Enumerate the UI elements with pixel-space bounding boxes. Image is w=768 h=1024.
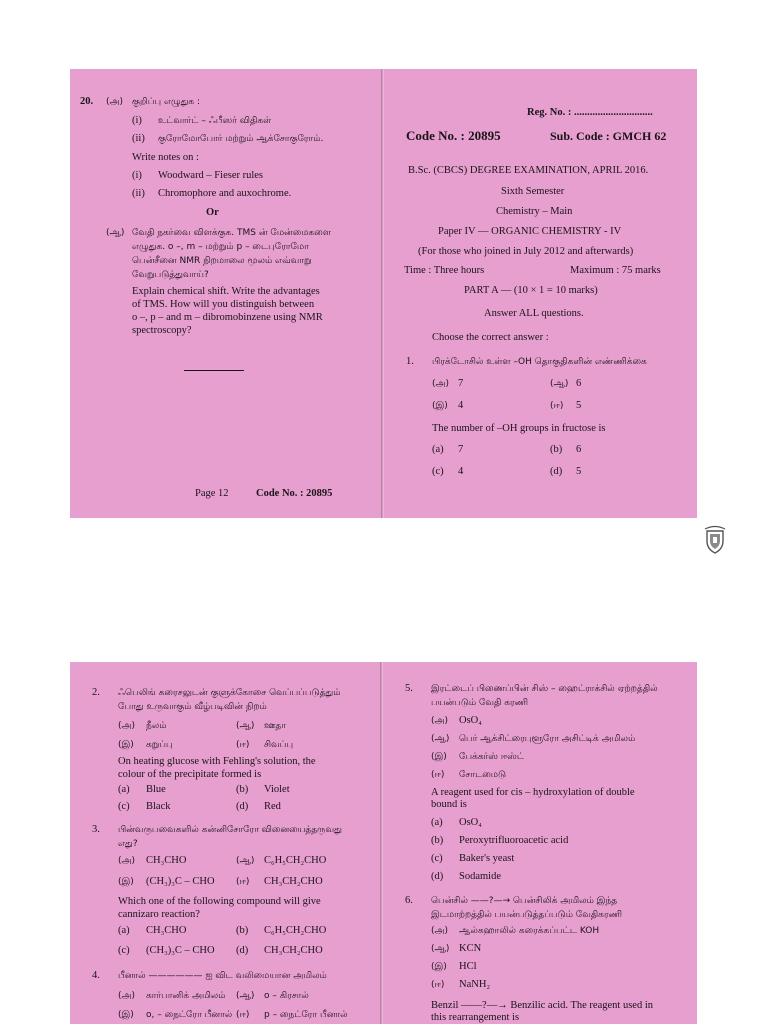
question-text-tamil: வேறுபடுத்துவாய்? <box>132 270 209 280</box>
option-label: (ஈ) <box>236 1010 250 1020</box>
option-value: CH₃CH₂CHO <box>264 876 323 887</box>
reg-no-field: Reg. No. : .............................. <box>527 107 653 118</box>
option-value: OsO₄ <box>459 817 482 828</box>
option-label: (ஆ) <box>550 379 569 389</box>
option-label: (அ) <box>118 856 136 866</box>
instruction: Choose the correct answer : <box>432 332 549 343</box>
sub-text-tamil: உட்வார்ட் – ஃபீஸர் விதிகள் <box>158 116 272 126</box>
option-label: (a) <box>118 784 130 795</box>
option-value: பேக்கர்ஸ் ஈஸ்ட் <box>459 752 525 762</box>
question-number: 1. <box>406 356 414 367</box>
instruction: Answer ALL questions. <box>484 308 584 319</box>
sub-label: (i) <box>132 170 142 181</box>
time-allowed: Time : Three hours <box>404 265 485 276</box>
or-separator: Or <box>206 207 219 218</box>
option-value: 4 <box>458 466 464 477</box>
option-value: C₆H₅CH₂CHO <box>264 925 327 936</box>
exam-sheet-bottom <box>70 662 697 1024</box>
question-text-english: Write notes on : <box>132 152 199 163</box>
option-value: Red <box>264 801 281 812</box>
option-label: (ஆ) <box>431 944 450 954</box>
question-text-tamil: வேதி நகர்வை விளக்குக. TMS ன் மேன்மைகளை <box>132 228 331 238</box>
option-label: (c) <box>118 801 130 812</box>
option-label: (ஈ) <box>236 877 250 887</box>
option-label: (அ) <box>118 991 136 1001</box>
option-label: (ஆ) <box>236 991 255 1001</box>
page-3-column <box>383 662 697 1024</box>
paper-title: Paper IV — ORGANIC CHEMISTRY - IV <box>438 226 622 237</box>
option-label: (அ) <box>431 716 449 726</box>
option-label: (b) <box>236 784 249 795</box>
end-rule <box>184 370 244 371</box>
option-label: (அ) <box>431 926 449 936</box>
sub-label: (ii) <box>132 188 145 199</box>
option-label: (அ) <box>432 379 450 389</box>
question-text-tamil: பிரக்டோசில் உள்ள –OH தொகுதிகளின் எண்ணிக்கை <box>432 357 647 367</box>
option-value: 5 <box>576 400 582 411</box>
question-text-tamil: எது? <box>118 839 138 849</box>
question-text-english: A reagent used for cis – hydroxylation of double <box>431 787 635 798</box>
part-heading: PART A — (10 × 1 = 10 marks) <box>464 285 598 296</box>
subject-code: Sub. Code : GMCH 62 <box>550 129 667 143</box>
question-text-english: of TMS. How will you distinguish between <box>132 299 315 310</box>
question-text-english: Benzil ——?—→ Benzilic acid. The reagent used in <box>431 1000 653 1011</box>
option-label: (a) <box>118 925 130 936</box>
option-label: (d) <box>431 871 444 882</box>
option-value: கார்பானிக் அமிலம் <box>146 991 226 1001</box>
option-value: CH₃CH₂CHO <box>264 945 323 956</box>
option-label: (b) <box>431 835 444 846</box>
option-label: (ஈ) <box>431 770 445 780</box>
option-value: o – கிரசால் <box>264 991 309 1001</box>
option-label: (இ) <box>118 740 134 750</box>
option-value: (CH₃)₃C – CHO <box>146 945 215 956</box>
question-text-english: this rearrangement is <box>431 1012 520 1023</box>
option-value: ஆல்கஹாலில் கரைக்கப்பட்ட KOH <box>459 926 600 936</box>
option-label: (c) <box>118 945 130 956</box>
option-label: (b) <box>550 444 563 455</box>
option-value: CH₃CHO <box>146 925 187 936</box>
option-value: Black <box>146 801 171 812</box>
option-value: சிவப்பு <box>264 740 294 750</box>
option-value: Violet <box>264 784 290 795</box>
option-value: ஊதா <box>264 721 286 731</box>
option-label: (a) <box>431 817 443 828</box>
option-value: 4 <box>458 400 464 411</box>
question-text-tamil: பின்வருபவைகளில் கன்னிசோரோ வினையைத்தருவது <box>118 825 342 835</box>
option-value: C₆H₅CH₂CHO <box>264 855 327 866</box>
question-text-tamil: போது உருவாகும் வீழ்படிவின் நிறம் <box>118 702 267 712</box>
option-label: (ஆ) <box>236 856 255 866</box>
option-label: (b) <box>236 925 249 936</box>
question-text-tamil: எழுதுக. o –, m – மற்றும் p – டைபுரோமோ <box>132 242 309 252</box>
question-text-tamil: பயன்படும் வேதி கரணி <box>431 698 529 708</box>
option-label: (இ) <box>118 877 134 887</box>
question-number: 20. <box>80 96 94 107</box>
option-label: (ஆ) <box>106 228 125 238</box>
option-label: (இ) <box>432 401 448 411</box>
option-label: (ஈ) <box>236 740 250 750</box>
option-label: (d) <box>236 801 249 812</box>
option-value: Sodamide <box>459 871 501 882</box>
option-value: கறுப்பு <box>146 740 173 750</box>
question-text-english: On heating glucose with Fehling's solution, the <box>118 756 316 767</box>
sub-text-tamil: குரோமோபோர் மற்றும் ஆக்சோகுரோம். <box>158 134 324 144</box>
option-label: (d) <box>236 945 249 956</box>
question-text-tamil: பீனால் —————— ஐ விட வலிமையான அமிலம் <box>118 971 327 981</box>
code-number: Code No. : 20895 <box>406 128 501 143</box>
question-text-english: cannizaro reaction? <box>118 909 200 920</box>
option-label: (இ) <box>431 962 447 972</box>
option-label: (a) <box>432 444 444 455</box>
question-number: 6. <box>405 895 413 906</box>
option-value: HCl <box>459 961 477 972</box>
question-text-english: colour of the precipitate formed is <box>118 769 262 780</box>
question-number: 4. <box>92 970 100 981</box>
page-12-column <box>70 69 381 518</box>
option-value: சோடமைடு <box>459 770 507 780</box>
question-number: 3. <box>92 824 100 835</box>
option-label: (இ) <box>118 1010 134 1020</box>
option-label: (c) <box>431 853 443 864</box>
option-label: (ஆ) <box>236 721 255 731</box>
option-value: p – நைட்ரோ பீனால் <box>264 1010 348 1020</box>
option-value: 7 <box>458 378 464 389</box>
exam-sheet-top <box>70 69 697 518</box>
option-value: Blue <box>146 784 166 795</box>
sub-label: (i) <box>132 115 142 126</box>
question-text-tamil: இரட்டைப் பிணைப்பின் சிஸ் – ஹைட்ராக்சில் ஏற்றத்தில் <box>431 684 658 694</box>
option-label: (ஆ) <box>431 734 450 744</box>
option-value: 5 <box>576 466 582 477</box>
option-label: (d) <box>550 466 563 477</box>
option-label: (ஈ) <box>550 401 564 411</box>
question-text-tamil: ஃபெலிங் கரைசலுடன் குளுக்கோசை வெப்பப்படுத்தும் <box>118 688 341 698</box>
question-text-english: bound is <box>431 799 467 810</box>
question-text-english: The number of –OH groups in fructose is <box>432 423 606 434</box>
maximum-marks: Maximum : 75 marks <box>570 265 661 276</box>
question-text-english: o –, p – and m – dibromobinzene using NMR <box>132 312 323 323</box>
footer-page-number: Page 12 <box>195 488 229 499</box>
question-text-english: Explain chemical shift. Write the advantages <box>132 286 320 297</box>
question-text-english: spectroscopy? <box>132 325 192 336</box>
sub-label: (ii) <box>132 133 145 144</box>
option-value: 6 <box>576 444 582 455</box>
option-label: (அ) <box>106 97 124 107</box>
question-text-english: Which one of the following compound will give <box>118 896 321 907</box>
option-label: (இ) <box>431 752 447 762</box>
option-value: (CH₃)₃C – CHO <box>146 876 215 887</box>
option-value: நீலம் <box>146 721 167 731</box>
eligibility-note: (For those who joined in July 2012 and afterwards) <box>418 246 634 257</box>
option-value: Baker's yeast <box>459 853 515 864</box>
option-value: KCN <box>459 943 482 954</box>
question-number: 5. <box>405 683 413 694</box>
sub-text-english: Chromophore and auxochrome. <box>158 188 292 199</box>
footer-code-number: Code No. : 20895 <box>256 488 333 499</box>
university-crest-icon <box>703 525 727 555</box>
option-value: o, – நைட்ரோ பீனால் <box>146 1010 233 1020</box>
question-text-tamil: பென்சீனை NMR நிறமாலை மூலம் எவ்வாறு <box>132 256 312 266</box>
option-value: 6 <box>576 378 582 389</box>
question-number: 2. <box>92 687 100 698</box>
semester: Sixth Semester <box>501 186 565 197</box>
page-1-column <box>384 69 697 518</box>
question-text-tamil: இடமாற்றத்தில் பயன்படுத்தப்படும் வேதிகரணி <box>431 910 622 920</box>
option-label: (ஈ) <box>431 980 445 990</box>
option-value: NaNH₂ <box>459 979 491 990</box>
option-value: CH₃CHO <box>146 855 187 866</box>
exam-title: B.Sc. (CBCS) DEGREE EXAMINATION, APRIL 2016. <box>408 165 649 176</box>
option-label: (c) <box>432 466 444 477</box>
page-2-column <box>70 662 380 1024</box>
option-value: பெர் ஆக்சிட்ரைபுளூரோ அசிட்டிக் அமிலம் <box>459 734 636 744</box>
option-value: Peroxytrifluoroacetic acid <box>459 835 569 846</box>
question-text-tamil: பென்சில் ——?—→ பென்சிலிக் அமிலம் இந்த <box>431 896 618 906</box>
subject: Chemistry – Main <box>496 206 573 217</box>
sub-text-english: Woodward – Fieser rules <box>158 170 264 181</box>
option-label: (அ) <box>118 721 136 731</box>
option-value: OsO₄ <box>459 715 482 726</box>
question-text-tamil: குறிப்பு எழுதுக : <box>132 97 201 107</box>
option-value: 7 <box>458 444 464 455</box>
